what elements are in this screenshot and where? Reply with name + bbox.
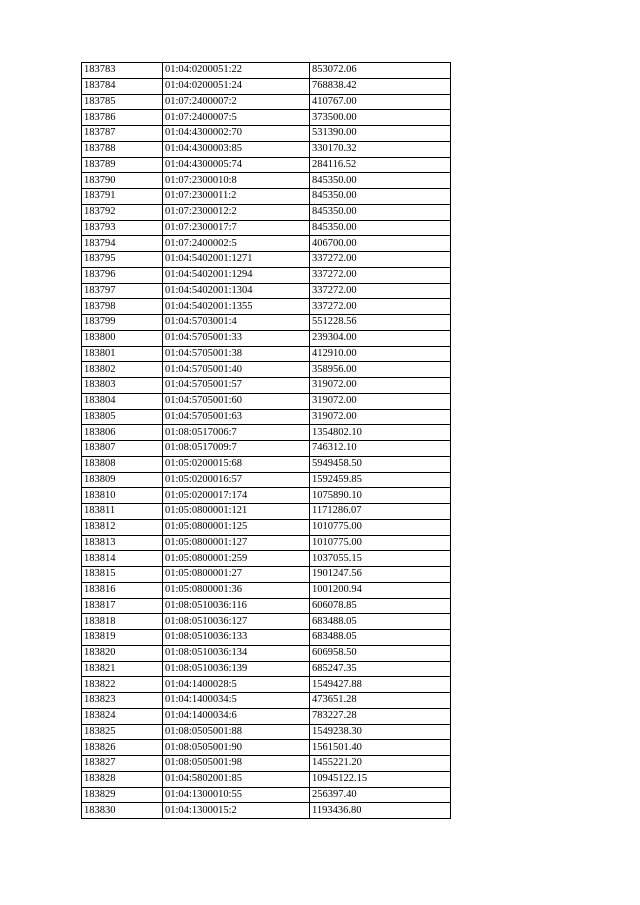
record-id-cell: 183822: [82, 677, 163, 693]
record-id-cell: 183828: [82, 771, 163, 787]
value-cell: 531390.00: [310, 126, 451, 142]
cadastral-number-cell: 01:07:2300011:2: [163, 189, 310, 205]
record-id-cell: 183785: [82, 94, 163, 110]
table-row: [82, 252, 451, 268]
cadastral-number-cell: 01:05:0200017:174: [163, 488, 310, 504]
table-row: [82, 661, 451, 677]
value-cell: 1001200.94: [310, 582, 451, 598]
cadastral-number-cell: 01:07:2300017:7: [163, 220, 310, 236]
cadastral-number-cell: 01:04:1300010:55: [163, 787, 310, 803]
record-id-cell: 183803: [82, 378, 163, 394]
record-id-cell: 183825: [82, 724, 163, 740]
cadastral-number-cell: 01:04:5705001:57: [163, 378, 310, 394]
record-id-cell: 183796: [82, 267, 163, 283]
value-cell: 284116.52: [310, 157, 451, 173]
cadastral-number-cell: 01:04:5402001:1271: [163, 252, 310, 268]
cadastral-number-cell: 01:05:0800001:27: [163, 567, 310, 583]
value-cell: 319072.00: [310, 393, 451, 409]
cadastral-number-cell: 01:05:0200016:57: [163, 472, 310, 488]
cadastral-number-cell: 01:04:5402001:1304: [163, 283, 310, 299]
record-id-cell: 183817: [82, 598, 163, 614]
cadastral-number-cell: 01:04:4300005:74: [163, 157, 310, 173]
table-row: [82, 189, 451, 205]
cadastral-number-cell: 01:08:0505001:90: [163, 740, 310, 756]
table-row: [82, 204, 451, 220]
record-id-cell: 183794: [82, 236, 163, 252]
table-row: [82, 236, 451, 252]
record-id-cell: 183818: [82, 614, 163, 630]
value-cell: 406700.00: [310, 236, 451, 252]
cadastral-number-cell: 01:04:1400028:5: [163, 677, 310, 693]
value-cell: 685247.35: [310, 661, 451, 677]
cadastral-number-cell: 01:04:4300003:85: [163, 141, 310, 157]
table-row: [82, 677, 451, 693]
cadastral-number-cell: 01:04:1400034:6: [163, 708, 310, 724]
record-id-cell: 183829: [82, 787, 163, 803]
value-cell: 10945122.15: [310, 771, 451, 787]
cadastral-number-cell: 01:08:0510036:134: [163, 645, 310, 661]
table-row: [82, 756, 451, 772]
records-table: [81, 62, 451, 819]
cadastral-number-cell: 01:04:4300002:70: [163, 126, 310, 142]
table-row: [82, 456, 451, 472]
table-row: [82, 535, 451, 551]
record-id-cell: 183806: [82, 425, 163, 441]
document-page: [81, 62, 451, 819]
table-row: [82, 157, 451, 173]
cadastral-number-cell: 01:05:0800001:259: [163, 551, 310, 567]
cadastral-number-cell: 01:04:1300015:2: [163, 803, 310, 819]
record-id-cell: 183801: [82, 346, 163, 362]
cadastral-number-cell: 01:05:0800001:121: [163, 504, 310, 520]
value-cell: 1171286.07: [310, 504, 451, 520]
table-row: [82, 803, 451, 819]
value-cell: 845350.00: [310, 189, 451, 205]
value-cell: 358956.00: [310, 362, 451, 378]
record-id-cell: 183827: [82, 756, 163, 772]
cadastral-number-cell: 01:04:5705001:40: [163, 362, 310, 378]
table-row: [82, 378, 451, 394]
value-cell: 1549427.88: [310, 677, 451, 693]
cadastral-number-cell: 01:05:0200015:68: [163, 456, 310, 472]
cadastral-number-cell: 01:07:2300012:2: [163, 204, 310, 220]
value-cell: 410767.00: [310, 94, 451, 110]
cadastral-number-cell: 01:04:0200051:22: [163, 63, 310, 79]
record-id-cell: 183810: [82, 488, 163, 504]
cadastral-number-cell: 01:04:0200051:24: [163, 78, 310, 94]
value-cell: 337272.00: [310, 299, 451, 315]
cadastral-number-cell: 01:08:0510036:116: [163, 598, 310, 614]
cadastral-number-cell: 01:04:5402001:1355: [163, 299, 310, 315]
cadastral-number-cell: 01:08:0505001:88: [163, 724, 310, 740]
record-id-cell: 183791: [82, 189, 163, 205]
table-row: [82, 567, 451, 583]
record-id-cell: 183802: [82, 362, 163, 378]
value-cell: 845350.00: [310, 220, 451, 236]
record-id-cell: 183812: [82, 519, 163, 535]
cadastral-number-cell: 01:04:5703001:4: [163, 315, 310, 331]
table-row: [82, 551, 451, 567]
table-row: [82, 141, 451, 157]
table-row: [82, 708, 451, 724]
table-row: [82, 63, 451, 79]
cadastral-number-cell: 01:04:5705001:63: [163, 409, 310, 425]
value-cell: 746312.10: [310, 441, 451, 457]
cadastral-number-cell: 01:04:5705001:33: [163, 330, 310, 346]
table-row: [82, 346, 451, 362]
value-cell: 256397.40: [310, 787, 451, 803]
record-id-cell: 183789: [82, 157, 163, 173]
value-cell: 845350.00: [310, 173, 451, 189]
table-row: [82, 94, 451, 110]
value-cell: 5949458.50: [310, 456, 451, 472]
table-row: [82, 220, 451, 236]
cadastral-number-cell: 01:04:5802001:85: [163, 771, 310, 787]
value-cell: 337272.00: [310, 252, 451, 268]
record-id-cell: 183788: [82, 141, 163, 157]
value-cell: 319072.00: [310, 378, 451, 394]
cadastral-number-cell: 01:05:0800001:127: [163, 535, 310, 551]
cadastral-number-cell: 01:08:0517006:7: [163, 425, 310, 441]
value-cell: 1561501.40: [310, 740, 451, 756]
cadastral-number-cell: 01:08:0510036:127: [163, 614, 310, 630]
record-id-cell: 183797: [82, 283, 163, 299]
cadastral-number-cell: 01:04:5705001:60: [163, 393, 310, 409]
value-cell: 783227.28: [310, 708, 451, 724]
record-id-cell: 183783: [82, 63, 163, 79]
table-row: [82, 488, 451, 504]
record-id-cell: 183819: [82, 630, 163, 646]
value-cell: 551228.56: [310, 315, 451, 331]
value-cell: 853072.06: [310, 63, 451, 79]
record-id-cell: 183816: [82, 582, 163, 598]
value-cell: 337272.00: [310, 267, 451, 283]
record-id-cell: 183811: [82, 504, 163, 520]
table-row: [82, 173, 451, 189]
value-cell: 606958.50: [310, 645, 451, 661]
record-id-cell: 183800: [82, 330, 163, 346]
value-cell: 683488.05: [310, 614, 451, 630]
table-row: [82, 724, 451, 740]
value-cell: 330170.32: [310, 141, 451, 157]
table-row: [82, 630, 451, 646]
table-row: [82, 78, 451, 94]
record-id-cell: 183815: [82, 567, 163, 583]
cadastral-number-cell: 01:08:0510036:133: [163, 630, 310, 646]
cadastral-number-cell: 01:05:0800001:125: [163, 519, 310, 535]
value-cell: 1010775.00: [310, 519, 451, 535]
record-id-cell: 183804: [82, 393, 163, 409]
record-id-cell: 183790: [82, 173, 163, 189]
value-cell: 1354802.10: [310, 425, 451, 441]
table-row: [82, 283, 451, 299]
table-row: [82, 787, 451, 803]
value-cell: 239304.00: [310, 330, 451, 346]
record-id-cell: 183823: [82, 693, 163, 709]
cadastral-number-cell: 01:05:0800001:36: [163, 582, 310, 598]
value-cell: 1592459.85: [310, 472, 451, 488]
table-row: [82, 693, 451, 709]
cadastral-number-cell: 01:07:2400007:2: [163, 94, 310, 110]
value-cell: 1901247.56: [310, 567, 451, 583]
value-cell: 373500.00: [310, 110, 451, 126]
record-id-cell: 183805: [82, 409, 163, 425]
table-row: [82, 598, 451, 614]
table-row: [82, 519, 451, 535]
cadastral-number-cell: 01:07:2400007:5: [163, 110, 310, 126]
table-row: [82, 472, 451, 488]
value-cell: 412910.00: [310, 346, 451, 362]
record-id-cell: 183793: [82, 220, 163, 236]
value-cell: 606078.85: [310, 598, 451, 614]
value-cell: 1549238.30: [310, 724, 451, 740]
record-id-cell: 183799: [82, 315, 163, 331]
table-row: [82, 110, 451, 126]
record-id-cell: 183826: [82, 740, 163, 756]
value-cell: 683488.05: [310, 630, 451, 646]
table-row: [82, 582, 451, 598]
record-id-cell: 183824: [82, 708, 163, 724]
table-row: [82, 504, 451, 520]
record-id-cell: 183820: [82, 645, 163, 661]
cadastral-number-cell: 01:04:1400034:5: [163, 693, 310, 709]
record-id-cell: 183807: [82, 441, 163, 457]
table-row: [82, 126, 451, 142]
record-id-cell: 183784: [82, 78, 163, 94]
records-table-body: [82, 63, 451, 819]
record-id-cell: 183813: [82, 535, 163, 551]
table-row: [82, 441, 451, 457]
cadastral-number-cell: 01:08:0505001:98: [163, 756, 310, 772]
cadastral-number-cell: 01:04:5705001:38: [163, 346, 310, 362]
value-cell: 845350.00: [310, 204, 451, 220]
table-row: [82, 267, 451, 283]
cadastral-number-cell: 01:04:5402001:1294: [163, 267, 310, 283]
value-cell: 768838.42: [310, 78, 451, 94]
record-id-cell: 183814: [82, 551, 163, 567]
record-id-cell: 183798: [82, 299, 163, 315]
record-id-cell: 183795: [82, 252, 163, 268]
value-cell: 1075890.10: [310, 488, 451, 504]
table-row: [82, 330, 451, 346]
record-id-cell: 183808: [82, 456, 163, 472]
table-row: [82, 315, 451, 331]
record-id-cell: 183786: [82, 110, 163, 126]
value-cell: 1193436.80: [310, 803, 451, 819]
record-id-cell: 183792: [82, 204, 163, 220]
value-cell: 337272.00: [310, 283, 451, 299]
cadastral-number-cell: 01:07:2400002:5: [163, 236, 310, 252]
record-id-cell: 183821: [82, 661, 163, 677]
table-row: [82, 362, 451, 378]
table-row: [82, 393, 451, 409]
record-id-cell: 183830: [82, 803, 163, 819]
value-cell: 473651.28: [310, 693, 451, 709]
cadastral-number-cell: 01:08:0510036:139: [163, 661, 310, 677]
record-id-cell: 183787: [82, 126, 163, 142]
cadastral-number-cell: 01:08:0517009:7: [163, 441, 310, 457]
table-row: [82, 614, 451, 630]
value-cell: 1455221.20: [310, 756, 451, 772]
table-row: [82, 771, 451, 787]
value-cell: 1037055.15: [310, 551, 451, 567]
record-id-cell: 183809: [82, 472, 163, 488]
table-row: [82, 299, 451, 315]
cadastral-number-cell: 01:07:2300010:8: [163, 173, 310, 189]
table-row: [82, 740, 451, 756]
value-cell: 1010775.00: [310, 535, 451, 551]
table-row: [82, 645, 451, 661]
value-cell: 319072.00: [310, 409, 451, 425]
table-row: [82, 425, 451, 441]
table-row: [82, 409, 451, 425]
